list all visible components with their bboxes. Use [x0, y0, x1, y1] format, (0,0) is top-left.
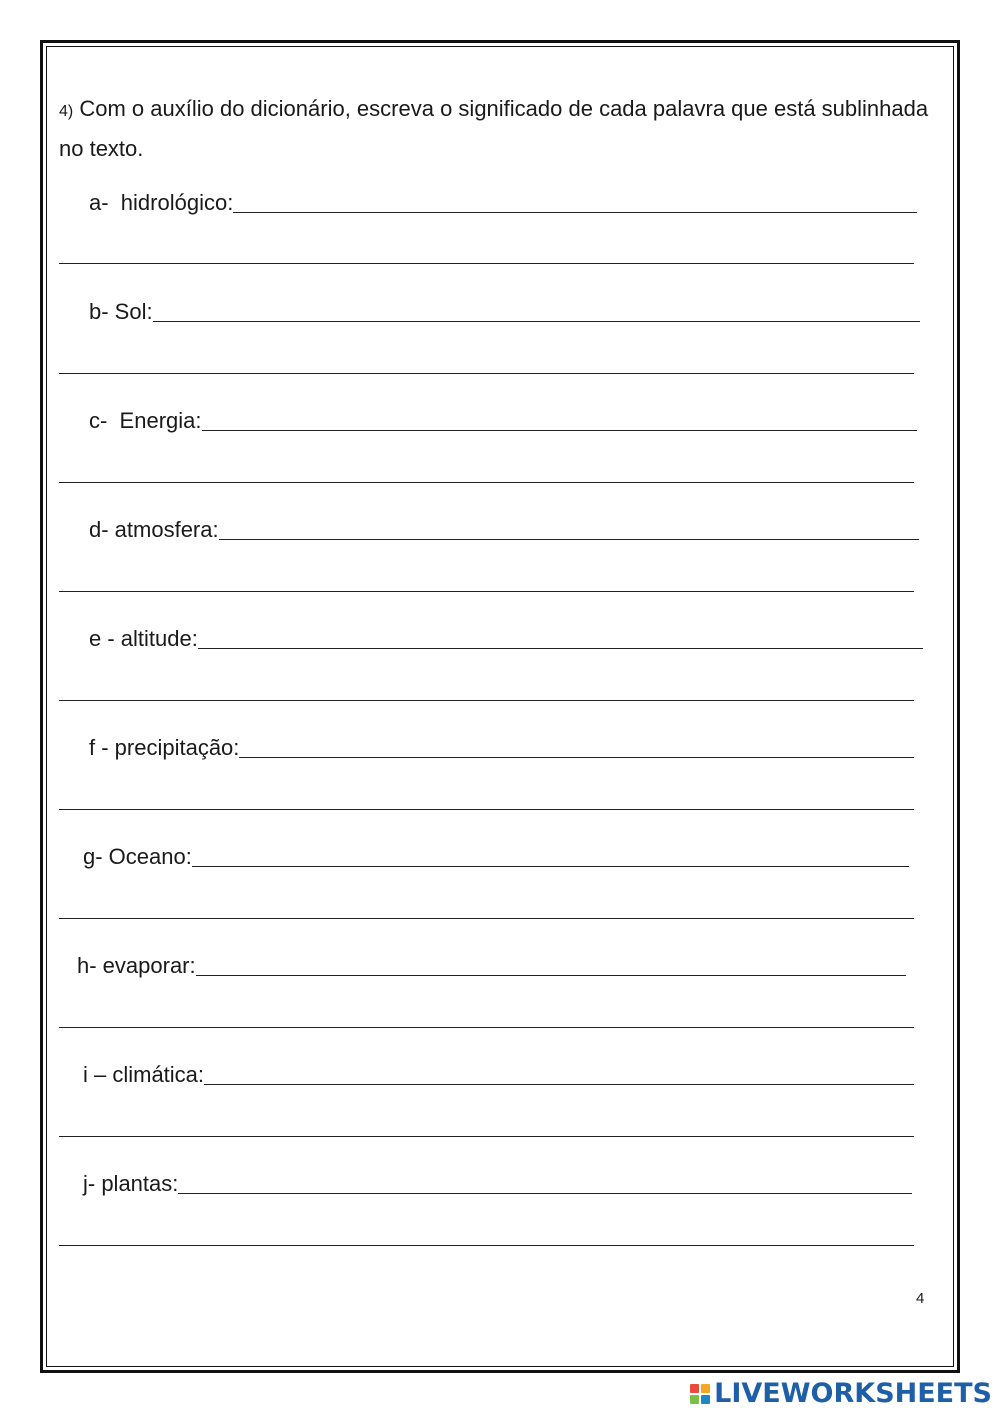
- logo-square-v: [690, 1395, 699, 1404]
- item-label: a- hidrológico:: [89, 190, 234, 215]
- logo-square-i: [701, 1384, 710, 1393]
- answer-line-1[interactable]: [233, 212, 917, 213]
- item-row-oceano: [83, 840, 909, 870]
- answer-line-1[interactable]: [219, 539, 919, 540]
- logo-square-e: [701, 1395, 710, 1404]
- answer-line-2[interactable]: [59, 1245, 914, 1246]
- answer-line-2[interactable]: [59, 263, 914, 264]
- answer-line-1[interactable]: [196, 975, 906, 976]
- page-number: 4: [916, 1290, 925, 1307]
- item-label: g- Oceano:: [83, 844, 192, 869]
- item-row-energia: [89, 404, 917, 434]
- item-label: h- evaporar:: [77, 953, 196, 978]
- item-label: b- Sol:: [89, 299, 153, 324]
- item-row-precipitacao: [89, 731, 914, 761]
- question-text: Com o auxílio do dicionário, escreva o significado de cada palavra que está sublinhada no texto.: [59, 96, 929, 161]
- answer-line-2[interactable]: [59, 482, 914, 483]
- answer-line-2[interactable]: [59, 809, 914, 810]
- item-row-sol: [89, 295, 920, 325]
- item-row-climatica: [83, 1058, 914, 1088]
- liveworksheets-wordmark: LIVEWORKSHEETS: [714, 1378, 992, 1409]
- item-row-atmosfera: [89, 513, 919, 543]
- item-row-hidrologico: [89, 186, 917, 216]
- item-label: f - precipitação:: [89, 735, 240, 760]
- logo-square-l: [690, 1384, 699, 1393]
- answer-line-1[interactable]: [192, 866, 909, 867]
- answer-line-2[interactable]: [59, 700, 914, 701]
- question-number: 4): [59, 103, 74, 120]
- item-label: c- Energia:: [89, 408, 202, 433]
- answer-line-2[interactable]: [59, 1027, 914, 1028]
- item-label: e - altitude:: [89, 626, 198, 651]
- item-label: j- plantas:: [83, 1171, 179, 1196]
- answer-line-1[interactable]: [178, 1193, 912, 1194]
- item-label: i – climática:: [83, 1062, 205, 1087]
- answer-line-2[interactable]: [59, 373, 914, 374]
- answer-line-2[interactable]: [59, 918, 914, 919]
- question-prompt: [59, 90, 929, 167]
- item-row-altitude: [89, 622, 923, 652]
- answer-line-1[interactable]: [202, 430, 918, 431]
- item-row-evaporar: [77, 949, 906, 979]
- answer-line-2[interactable]: [59, 1136, 914, 1137]
- item-label: d- atmosfera:: [89, 517, 219, 542]
- answer-line-1[interactable]: [198, 648, 923, 649]
- answer-line-1[interactable]: [153, 321, 920, 322]
- liveworksheets-logo-icon: [690, 1384, 710, 1404]
- liveworksheets-watermark: [690, 1379, 992, 1409]
- item-row-plantas: [83, 1167, 912, 1197]
- answer-line-1[interactable]: [204, 1084, 914, 1085]
- answer-line-2[interactable]: [59, 591, 914, 592]
- answer-line-1[interactable]: [239, 757, 914, 758]
